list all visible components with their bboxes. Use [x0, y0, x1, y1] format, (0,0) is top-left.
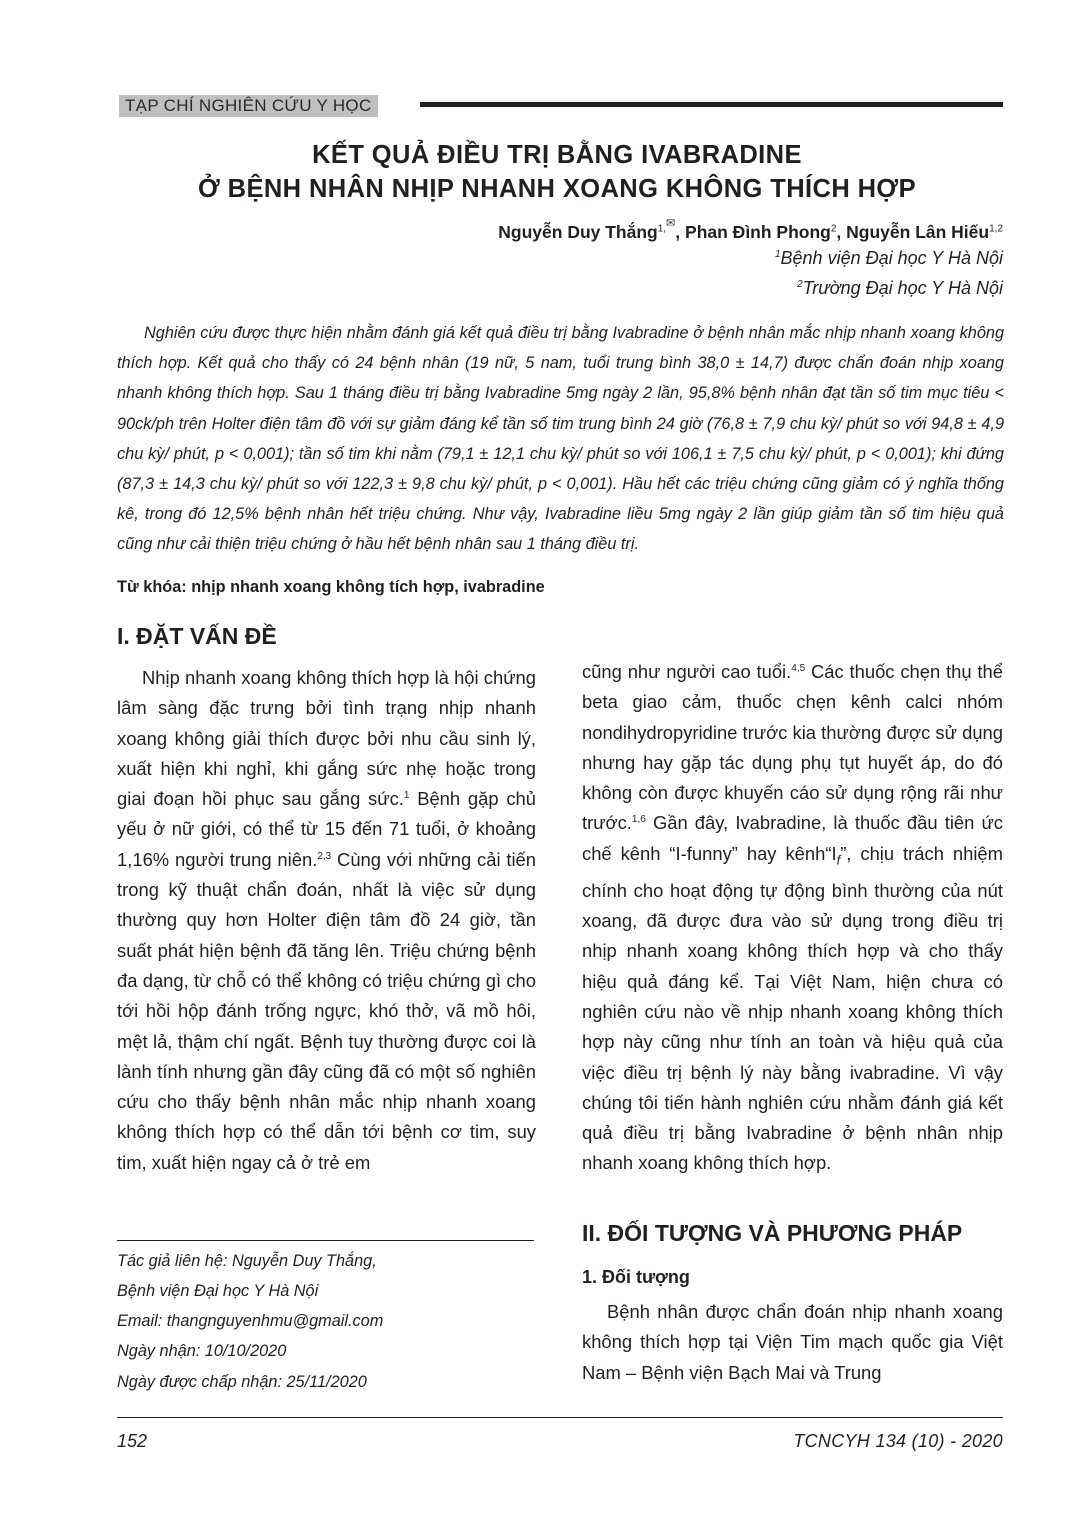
citation: 4,5 — [791, 662, 806, 674]
page-number: 152 — [117, 1431, 148, 1451]
journal-issue: TCNCYH 134 (10) - 2020 — [793, 1431, 1003, 1451]
subsection-heading-subjects: 1. Đối tượng — [582, 1267, 690, 1287]
envelope-icon: ✉ — [666, 218, 676, 230]
citation: 2,3 — [317, 850, 332, 862]
subjects-paragraph: Bệnh nhân được chẩn đoán nhịp nhanh xoang không thích hợp tại Viện Tim mạch quốc gia Việt Nam – Bệnh viện Bạch Mai và Trung — [582, 1301, 1003, 1383]
subscript: f — [836, 852, 841, 868]
author-affiliation-ref: 1, — [657, 223, 667, 235]
journal-name-tag: TẠP CHÍ NGHIÊN CỨU Y HỌC — [119, 95, 378, 117]
article-title — [0, 138, 1090, 206]
citation: 1 — [403, 790, 410, 802]
author-affiliation-ref: 1,2 — [989, 223, 1003, 235]
keywords: Từ khóa: nhịp nhanh xoang không tích hợp, ivabradine — [117, 578, 545, 596]
accepted-date: Ngày được chấp nhận: 25/11/2020 — [117, 1373, 367, 1391]
header-rule — [420, 102, 1003, 107]
citation: 1,6 — [631, 814, 646, 826]
section-heading-introduction: I. ĐẶT VẤN ĐỀ — [117, 623, 277, 649]
author-name: Nguyễn Duy Thắng — [498, 222, 658, 243]
correspondence-author: Tác giả liên hệ: Nguyễn Duy Thắng, — [117, 1252, 377, 1270]
author-list: Nguyễn Duy Thắng$^{1,✉}$, Phan Đình Phong$^2$, Nguyễn Lân Hiếu$^{1,2}$ — [498, 218, 1003, 243]
title-line-1: KẾT QUẢ ĐIỀU TRỊ BẰNG IVABRADINE — [312, 141, 802, 169]
footnote-rule — [117, 1240, 534, 1241]
title-line-2: Ở BỆNH NHÂN NHỊP NHANH XOANG KHÔNG THÍCH HỢP — [198, 175, 916, 203]
correspondence-email: Email: thangnguyenhmu@gmail.com — [117, 1312, 384, 1330]
author-affiliation-ref: 2 — [830, 223, 837, 235]
affiliation: $^1$Bệnh viện Đại học Y Hà Nội — [774, 248, 1003, 268]
section-heading-methods: II. ĐỐI TƯỢNG VÀ PHƯƠNG PHÁP — [582, 1220, 963, 1246]
author-name: Nguyễn Lân Hiếu — [846, 222, 990, 243]
intro-right-column: cũng như người cao tuổi.$^{4,5}$ Các thuốc chẹn thụ thể beta giao cảm, thuốc chẹn kênh calci nhóm nondihydropyridine trước kia thường được sử dụng nhưng hay gặp tác dụng phụ tụt huyết áp, do đó không còn được khuyến cáo sử dụng rộng rãi như trước.$^{1,6}$ Gần đây, Ivabradine, là thuốc đầu tiên ức chế kênh “I-funny” hay $kênh“I_f$”, chịu trách nhiệm chính cho hoạt động tự động bình thường của nút xoang, đã được đưa vào sử dụng trong điều trị nhịp nhanh xoang không thích hợp và cho thấy hiệu quả đáng kể. Tại Việt Nam, hiện chưa có nghiên cứu nào về nhịp nhanh xoang không thích hợp này cũng như tính an toàn và hiệu quả của việc điều trị bệnh lý này bằng ivabradine. Vì vậy chúng tôi tiến hành nghiên cứu nhằm đánh giá kết quả điều trị bằng Ivabradine ở bệnh nhân nhịp nhanh xoang không thích hợp. — [582, 661, 1003, 1174]
author-name: Phan Đình Phong — [685, 222, 831, 243]
affiliation: $^2$Trường Đại học Y Hà Nội — [797, 278, 1003, 298]
correspondence-institution: Bệnh viện Đại học Y Hà Nội — [117, 1282, 319, 1300]
intro-left-column: Nhịp nhanh xoang không thích hợp là hội chứng lâm sàng đặc trưng bởi tình trạng nhịp nhanh xoang không giải thích được bởi nhu cầu sinh lý, xuất hiện khi nghỉ, khi gắng sức nhẹ hoặc trong giai đoạn hồi phục sau gắng sức.$^1$ Bệnh gặp chủ yếu ở nữ giới, có thể từ 15 đến 71 tuổi, ở khoảng 1,16% người trung niên.$^{2,3}$ Cùng với những cải tiến trong kỹ thuật chẩn đoán, nhất là việc sử dụng thường quy hơn Holter điện tâm đồ 24 giờ, tần suất phát hiện bệnh đã tăng lên. Triệu chứng bệnh đa dạng, từ chỗ có thể không có triệu chứng gì cho tới hồi hộp đánh trống ngực, khó thở, vã mồ hôi, mệt lả, thậm chí ngất. Bệnh tuy thường được coi là lành tính nhưng gần đây cũng đã có một số nghiên cứu cho thấy bệnh nhân mắc nhịp nhanh xoang không thích hợp có thể dẫn tới bệnh cơ tim, suy tim, xuất hiện ngay cả ở trẻ em — [117, 667, 536, 1173]
abstract: Nghiên cứu được thực hiện nhằm đánh giá kết quả điều trị bằng Ivabradine ở bệnh nhân mắc nhịp nhanh xoang không thích hợp. Kết quả cho thấy có 24 bệnh nhân (19 nữ, 5 nam, tuổi trung bình 38,0 ± 14,7) được chẩn đoán nhịp xoang nhanh không thích hợp. Sau 1 tháng điều trị bằng Ivabradine 5mg ngày 2 lần, 95,8% bệnh nhân đạt tần số tim mục tiêu < 90ck/ph trên Holter điện tâm đồ với sự giảm đáng kể tần số tim trung bình 24 giờ (76,8 ± 7,9 chu kỳ/ phút so với 94,8 ± 4,9 chu kỳ/ phút, p < 0,001); tần số tim khi nằm (79,1 ± 12,1 chu kỳ/ phút so với 106,1 ± 7,5 chu kỳ/ phút, p < 0,001); khi đứng (87,3 ± 14,3 chu kỳ/ phút so với 122,3 ± 9,8 chu kỳ/ phút, p < 0,001). Hầu hết các triệu chứng cũng giảm có ý nghĩa thống kê, trong đó 12,5% bệnh nhân hết triệu chứng. Như vậy, Ivabradine liều 5mg ngày 2 lần giúp giảm tần số tim hiệu quả cũng như cải thiện triệu chứng ở hầu hết bệnh nhân sau 1 tháng điều trị. — [117, 324, 1004, 554]
footer-rule — [117, 1417, 1003, 1418]
received-date: Ngày nhận: 10/10/2020 — [117, 1342, 287, 1360]
